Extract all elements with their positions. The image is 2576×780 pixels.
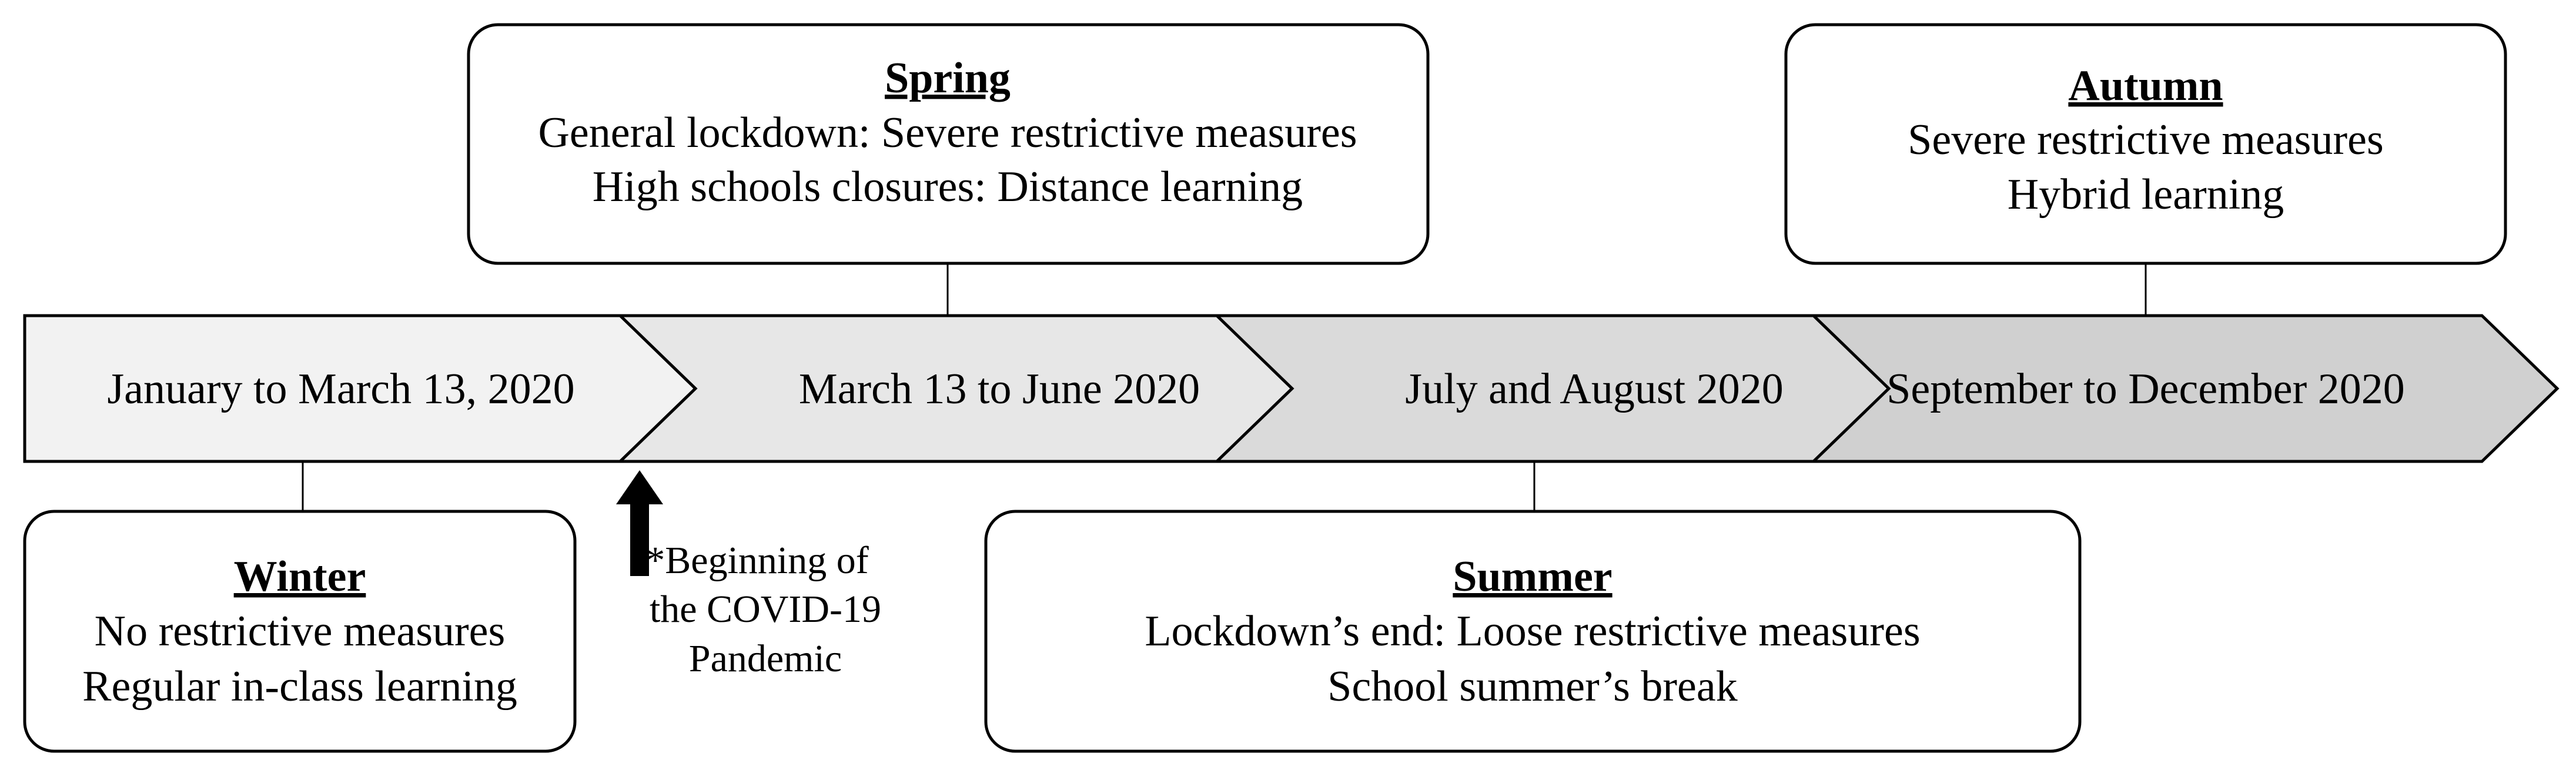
autumn-card-line-2: Hybrid learning: [2007, 170, 2284, 219]
summer-card-line-1: Lockdown’s end: Loose restrictive measures: [1145, 607, 1921, 655]
timeline-bar: [25, 316, 2557, 461]
spring-card-line-1: General lockdown: Severe restrictive measures: [538, 109, 1357, 157]
pandemic-annotation-line-3: Pandemic: [688, 637, 842, 680]
winter-card-line-1: No restrictive measures: [94, 607, 506, 655]
timeline-label-winter: January to March 13, 2020: [107, 365, 575, 413]
autumn-card-title: Autumn: [2068, 62, 2223, 110]
summer-card-title: Summer: [1453, 553, 1612, 601]
pandemic-annotation: [616, 470, 881, 680]
winter-card-line-2: Regular in-class learning: [82, 662, 517, 711]
autumn-card-line-1: Severe restrictive measures: [1908, 116, 2384, 164]
summer-card: [986, 511, 2080, 751]
spring-card-line-2: High schools closures: Distance learning: [592, 163, 1303, 211]
pandemic-annotation-line-2: the COVID-19: [649, 588, 882, 631]
spring-card-title: Spring: [885, 54, 1011, 102]
timeline-label-summer: July and August 2020: [1405, 365, 1784, 413]
autumn-card: [1786, 25, 2505, 263]
timeline-label-spring: March 13 to June 2020: [798, 365, 1200, 413]
pandemic-annotation-line-1: *Beginning of: [645, 539, 869, 582]
spring-card: [469, 25, 1428, 263]
timeline-label-autumn: September to December 2020: [1886, 365, 2405, 413]
winter-card-title: Winter: [233, 553, 366, 601]
summer-card-line-2: School summer’s break: [1327, 662, 1738, 711]
winter-card: [25, 511, 575, 751]
